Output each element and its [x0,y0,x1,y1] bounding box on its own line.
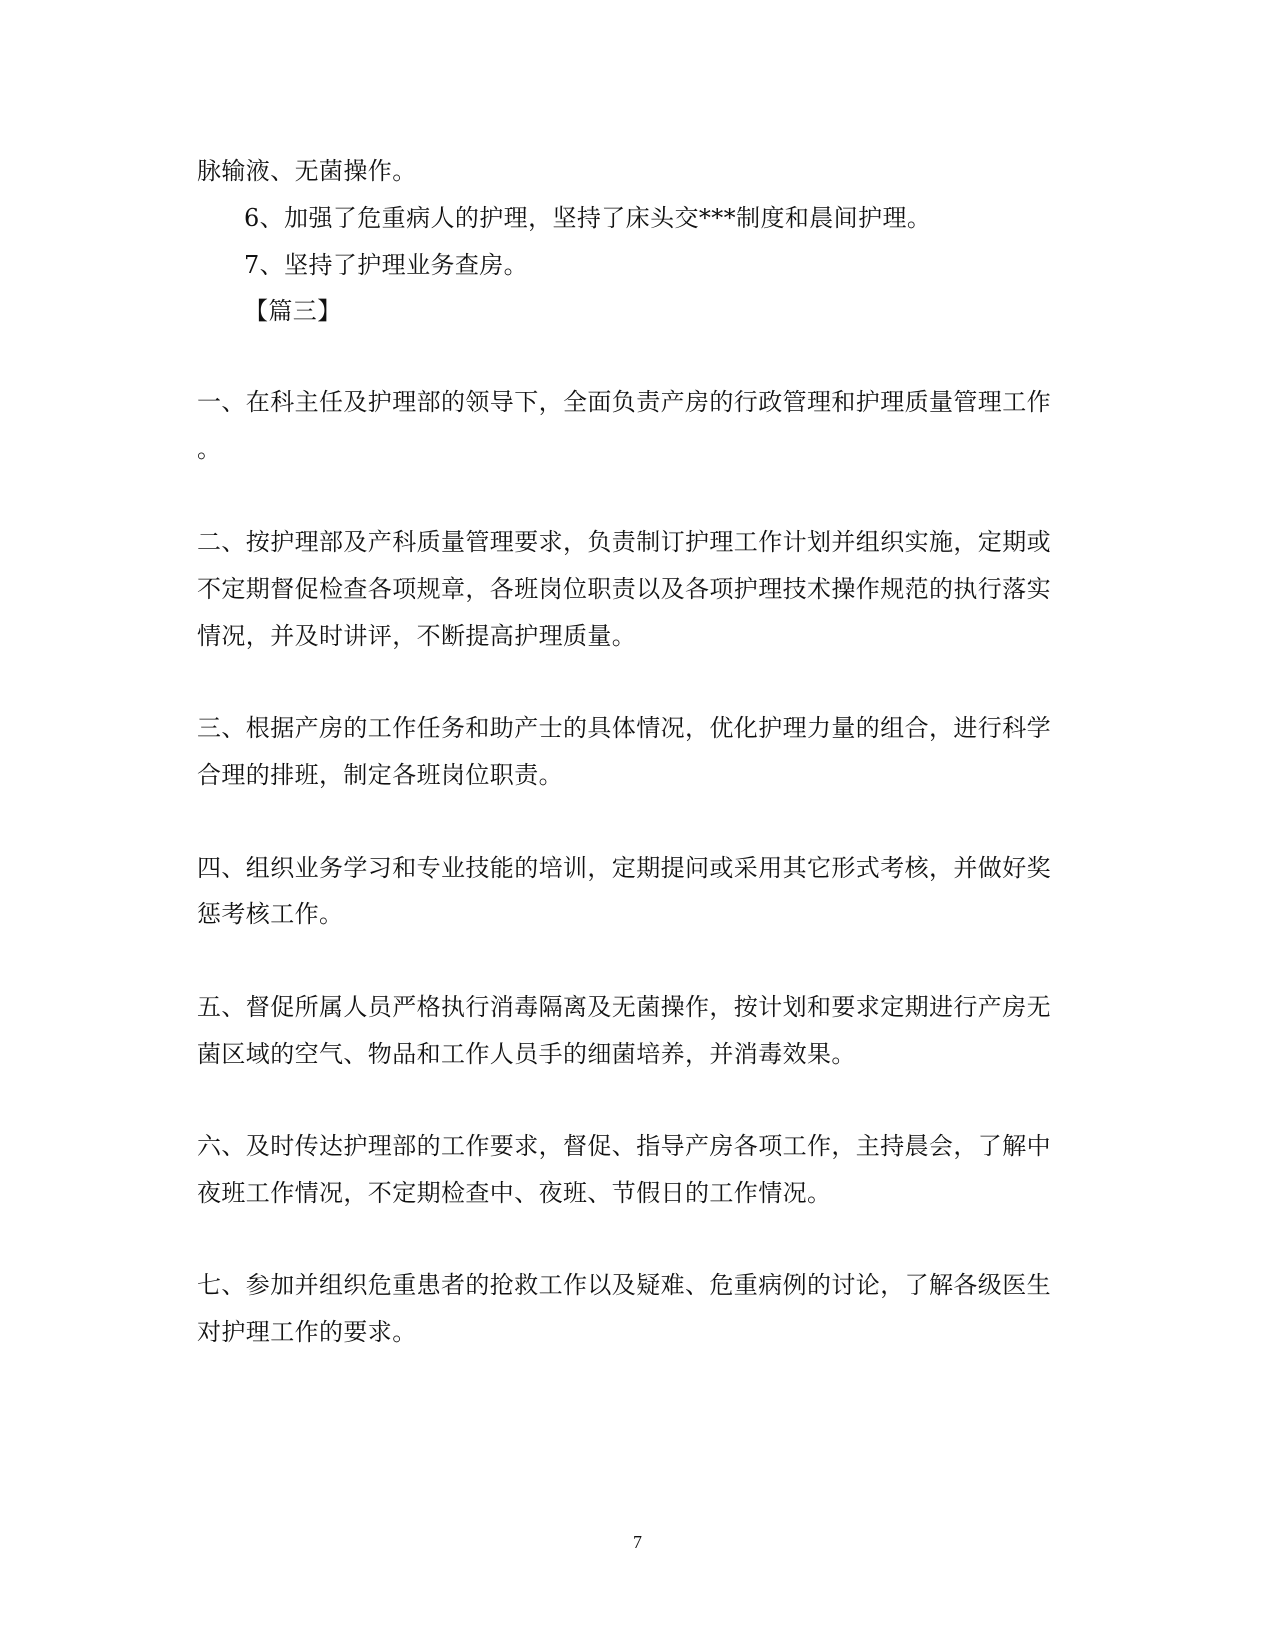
paragraph-4-line-1: 四、组织业务学习和专业技能的培训，定期提问或采用其它形式考核，并做好奖 [197,854,1051,882]
continuation-line: 脉输液、无菌操作。 [197,157,417,185]
numbered-item-7: 7、坚持了护理业务查房。 [244,251,529,279]
paragraph-7-line-2: 对护理工作的要求。 [197,1318,417,1346]
paragraph-3-line-2: 合理的排班，制定各班岗位职责。 [197,761,563,789]
paragraph-2-line-1: 二、按护理部及产科质量管理要求，负责制订护理工作计划并组织实施，定期或 [197,528,1051,556]
paragraph-2-line-2: 不定期督促检查各项规章，各班岗位职责以及各项护理技术操作规范的执行落实 [197,575,1051,603]
paragraph-1-line-2: 。 [197,435,222,463]
page-number: 7 [633,1532,642,1552]
paragraph-4-line-2: 惩考核工作。 [197,900,344,928]
paragraph-7-line-1: 七、参加并组织危重患者的抢救工作以及疑难、危重病例的讨论，了解各级医生 [197,1271,1051,1299]
numbered-item-6: 6、加强了危重病人的护理，坚持了床头交***制度和晨间护理。 [244,204,932,232]
paragraph-1-line-1: 一、在科主任及护理部的领导下，全面负责产房的行政管理和护理质量管理工作 [197,388,1051,416]
paragraph-6-line-1: 六、及时传达护理部的工作要求，督促、指导产房各项工作，主持晨会，了解中 [197,1132,1051,1160]
paragraph-5-line-1: 五、督促所属人员严格执行消毒隔离及无菌操作，按计划和要求定期进行产房无 [197,993,1051,1021]
paragraph-6-line-2: 夜班工作情况，不定期检查中、夜班、节假日的工作情况。 [197,1179,832,1207]
paragraph-3-line-1: 三、根据产房的工作任务和助产士的具体情况，优化护理力量的组合，进行科学 [197,714,1051,742]
section-heading: 【篇三】 [244,297,342,325]
paragraph-2-line-3: 情况，并及时讲评，不断提高护理质量。 [197,622,637,650]
paragraph-5-line-2: 菌区域的空气、物品和工作人员手的细菌培养，并消毒效果。 [197,1040,856,1068]
